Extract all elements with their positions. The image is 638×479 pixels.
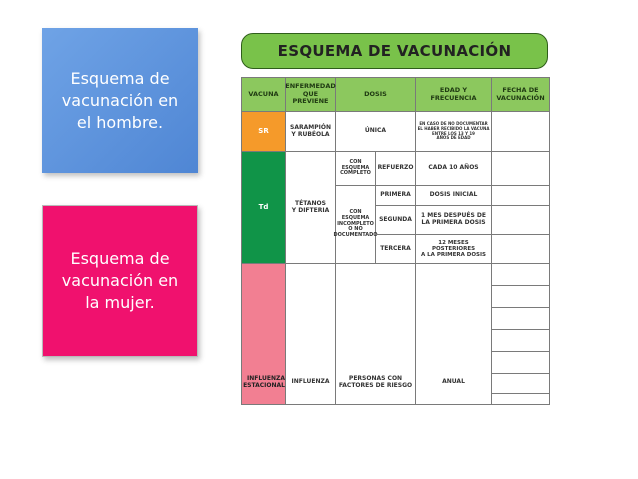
- td-incompleto-cell: [333, 186, 378, 264]
- td-vacuna-cell: Td: [241, 152, 286, 264]
- sr-edad-line-2: EL HABER RECIBIDO LA VACUNA: [417, 125, 490, 131]
- header-enfermedad-line-2: QUE PREVIENE: [292, 89, 329, 106]
- header-edad: [416, 77, 492, 112]
- td-fecha-refuerzo-cell: [492, 152, 550, 186]
- td-enfermedad-line-2: Y DIFTERIA: [291, 206, 330, 214]
- td-fecha-tercera-cell: [492, 235, 550, 264]
- card-vacunacion-mujer[interactable]: [42, 205, 198, 357]
- td-completo-cell: [336, 152, 376, 186]
- influenza-vacuna-cell: [241, 264, 286, 405]
- td-tercera-edad-line-2: A LA PRIMERA DOSIS: [420, 252, 486, 259]
- td-enfermedad-line-1: TÉTANOS: [295, 199, 326, 207]
- td-primera-edad-cell: DOSIS INICIAL: [416, 186, 492, 206]
- sr-dosis-cell: ÚNICA: [336, 112, 416, 152]
- sr-edad-line-3: ENTRE LOS 13 Y 19: [432, 130, 475, 136]
- td-incompleto-line-4: DOCUMENTADO: [333, 232, 378, 239]
- header-vacuna: VACUNA: [241, 77, 286, 112]
- td-incompleto-line-3: O NO: [348, 226, 363, 233]
- td-completo-line-1: CON ESQUEMA: [341, 158, 370, 171]
- sr-edad-line-4: AÑOS DE EDAD: [436, 135, 471, 141]
- card-hombre-line-3: el hombre.: [76, 112, 164, 132]
- card-mujer-text: [62, 248, 178, 314]
- td-enfermedad-cell: [286, 152, 336, 264]
- sr-fecha-cell: [492, 112, 550, 152]
- header-fecha: [492, 77, 550, 112]
- header-fecha-line-2: VACUNACIÓN: [496, 93, 545, 102]
- td-segunda-edad-line-1: 1 MES DESPUÉS DE: [420, 212, 486, 220]
- td-primera-cell: PRIMERA: [376, 186, 416, 206]
- influenza-dosis-cell: [336, 264, 416, 405]
- td-refuerzo-edad-cell: CADA 10 AÑOS: [416, 152, 492, 186]
- sr-enfermedad-line-2: Y RUBÉOLA: [291, 130, 330, 138]
- sr-edad-cell: [416, 112, 492, 152]
- card-hombre-line-1: Esquema de: [70, 68, 170, 88]
- sr-enfermedad-cell: [286, 112, 336, 152]
- td-incompleto-line-1: CON ESQUEMA: [341, 209, 370, 221]
- influenza-dosis-line-1: PERSONAS CON: [348, 375, 403, 383]
- fecha-row-line: [492, 307, 550, 308]
- td-tercera-edad-cell: [416, 235, 492, 264]
- td-fecha-segunda-cell: [492, 206, 550, 235]
- header-enfermedad: [286, 77, 336, 112]
- card-hombre-line-2: vacunación en: [61, 90, 179, 110]
- fecha-row-line: [492, 329, 550, 330]
- header-edad-line-1: EDAD Y: [439, 86, 468, 95]
- card-mujer-line-1: Esquema de: [70, 249, 170, 268]
- card-mujer-line-2: vacunación en: [61, 271, 179, 290]
- influenza-dosis-line-2: FACTORES DE RIESGO: [338, 382, 413, 390]
- influenza-enfermedad-cell: INFLUENZA: [286, 264, 336, 405]
- influenza-vacuna-line-2: ESTACIONAL: [243, 382, 285, 390]
- td-segunda-cell: SEGUNDA: [376, 206, 416, 235]
- vaccination-schedule-table: [241, 33, 550, 405]
- td-incompleto-line-2: INCOMPLETO: [337, 220, 374, 227]
- sr-edad-line-1: EN CASO DE NO DOCUMENTAR: [419, 121, 488, 127]
- td-segunda-edad-cell: [416, 206, 492, 235]
- header-dosis: DOSIS: [336, 77, 416, 112]
- header-edad-line-2: FRECUENCIA: [430, 93, 477, 102]
- td-tercera-cell: TERCERA: [376, 235, 416, 264]
- influenza-edad-cell: ANUAL: [416, 264, 492, 405]
- fecha-row-line: [492, 373, 550, 374]
- sr-vacuna-cell: SR: [241, 112, 286, 152]
- influenza-vacuna-line-1: INFLUENZA: [247, 375, 285, 383]
- fecha-row-line: [492, 351, 550, 352]
- fecha-row-line: [492, 285, 550, 286]
- sr-enfermedad-line-1: SARAMPIÓN: [290, 123, 331, 131]
- td-segunda-edad-line-2: LA PRIMERA DOSIS: [421, 219, 486, 226]
- header-enfermedad-line-1: ENFERMEDAD: [285, 82, 336, 91]
- card-vacunacion-hombre[interactable]: [42, 28, 198, 173]
- card-mujer-line-3: la mujer.: [85, 293, 155, 312]
- header-fecha-line-1: FECHA DE: [502, 86, 539, 95]
- td-tercera-edad-line-1: 12 MESES POSTERIORES: [431, 239, 476, 252]
- td-completo-line-2: COMPLETO: [340, 170, 371, 177]
- card-hombre-text: [62, 68, 178, 134]
- fecha-row-line: [492, 393, 550, 394]
- schedule-title: ESQUEMA DE VACUNACIÓN: [241, 33, 548, 69]
- td-refuerzo-cell: REFUERZO: [376, 152, 416, 186]
- td-fecha-primera-cell: [492, 186, 550, 206]
